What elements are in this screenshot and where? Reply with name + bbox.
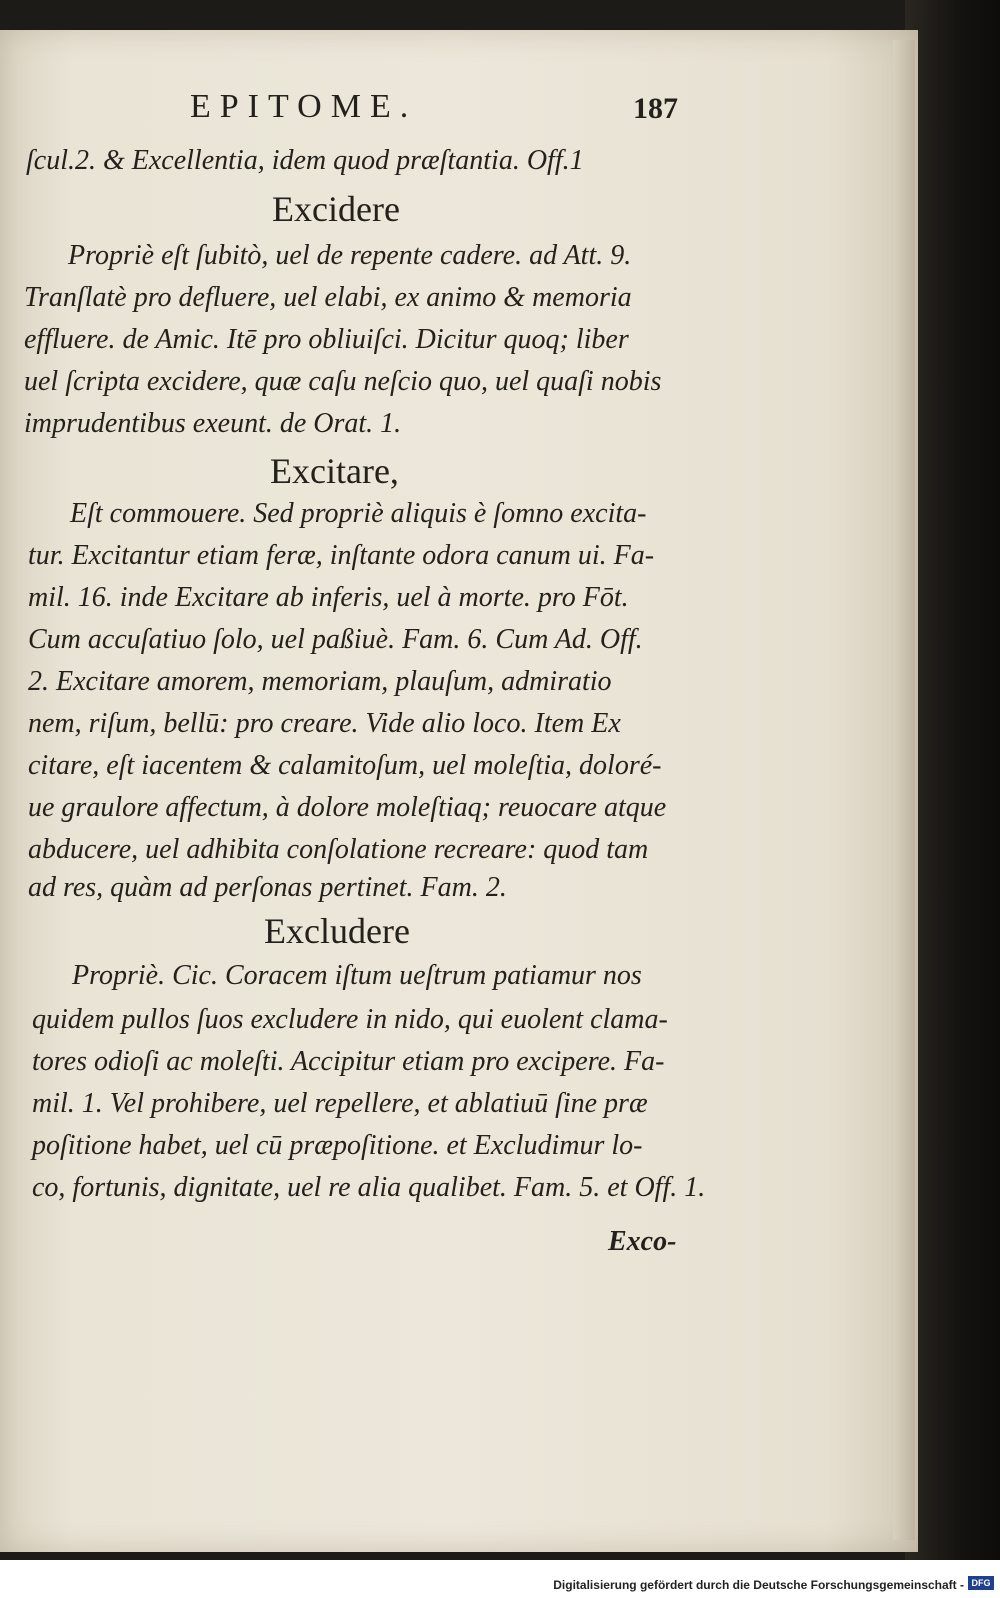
running-head: EPITOME. (190, 88, 418, 125)
entry-heading-excludere: Excludere (264, 911, 410, 951)
entry-heading-excidere: Excidere (272, 189, 400, 229)
text-line: ſcul.2. & Excellentia, idem quod præſtantia. Off.1 (26, 145, 584, 176)
scan-background (905, 0, 1000, 1560)
text-line: mil. 16. inde Excitare ab inferis, uel à morte. pro Fōt. (28, 582, 629, 613)
text-line: Tranſlatè pro defluere, uel elabi, ex animo & memoria (24, 282, 632, 313)
text-line: Propriè. Cic. Coracem iſtum ueſtrum patiamur nos (72, 960, 642, 991)
text-line: Propriè eſt ſubitò, uel de repente cadere. ad Att. 9. (68, 240, 632, 271)
text-line: 2. Excitare amorem, memoriam, plauſum, admiratio (28, 666, 612, 697)
text-line: Eſt commouere. Sed propriè aliquis è ſomno excita- (70, 498, 647, 529)
text-line: nem, riſum, bellū: pro creare. Vide alio loco. Item Ex (28, 708, 621, 739)
entry-heading-excitare: Excitare, (270, 451, 399, 491)
text-line: mil. 1. Vel prohibere, uel repellere, et ablatiuū ſine præ (32, 1088, 648, 1119)
text-line: tur. Excitantur etiam feræ, inſtante odora canum ui. Fa- (28, 540, 655, 571)
text-line: citare, eſt iacentem & calamitoſum, uel moleſtia, doloré- (28, 750, 662, 781)
text-line: abducere, uel adhibita conſolatione recreare: quod tam (28, 834, 649, 865)
text-line: ad res, quàm ad perſonas pertinet. Fam. 2. (28, 872, 507, 903)
text-line: uel ſcripta excidere, quæ caſu neſcio quo, uel quaſi nobis (24, 366, 662, 397)
text-line: effluere. de Amic. Itē pro obliuiſci. Dicitur quoq; liber (24, 324, 629, 355)
text-line: tores odioſi ac moleſti. Accipitur etiam pro excipere. Fa- (32, 1046, 665, 1077)
text-line: imprudentibus exeunt. de Orat. 1. (24, 408, 402, 439)
page-number: 187 (633, 92, 678, 125)
text-line: co, fortunis, dignitate, uel re alia qualibet. Fam. 5. et Off. 1. (32, 1172, 706, 1203)
text-line: quidem pullos ſuos excludere in nido, qui euolent clama- (32, 1004, 668, 1035)
footer-credit: Digitalisierung gefördert durch die Deutsche Forschungsgemeinschaft - (553, 1578, 964, 1592)
dfg-logo: DFG (968, 1576, 994, 1590)
catchword: Exco- (608, 1226, 677, 1257)
page-edge (893, 40, 915, 1540)
text-line: Cum accuſatiuo ſolo, uel paßiuè. Fam. 6. Cum Ad. Off. (28, 624, 643, 655)
text-line: poſitione habet, uel cū præpoſitione. et Excludimur lo- (32, 1130, 643, 1161)
text-line: ue graulore affectum, à dolore moleſtiaq; reuocare atque (28, 792, 667, 823)
